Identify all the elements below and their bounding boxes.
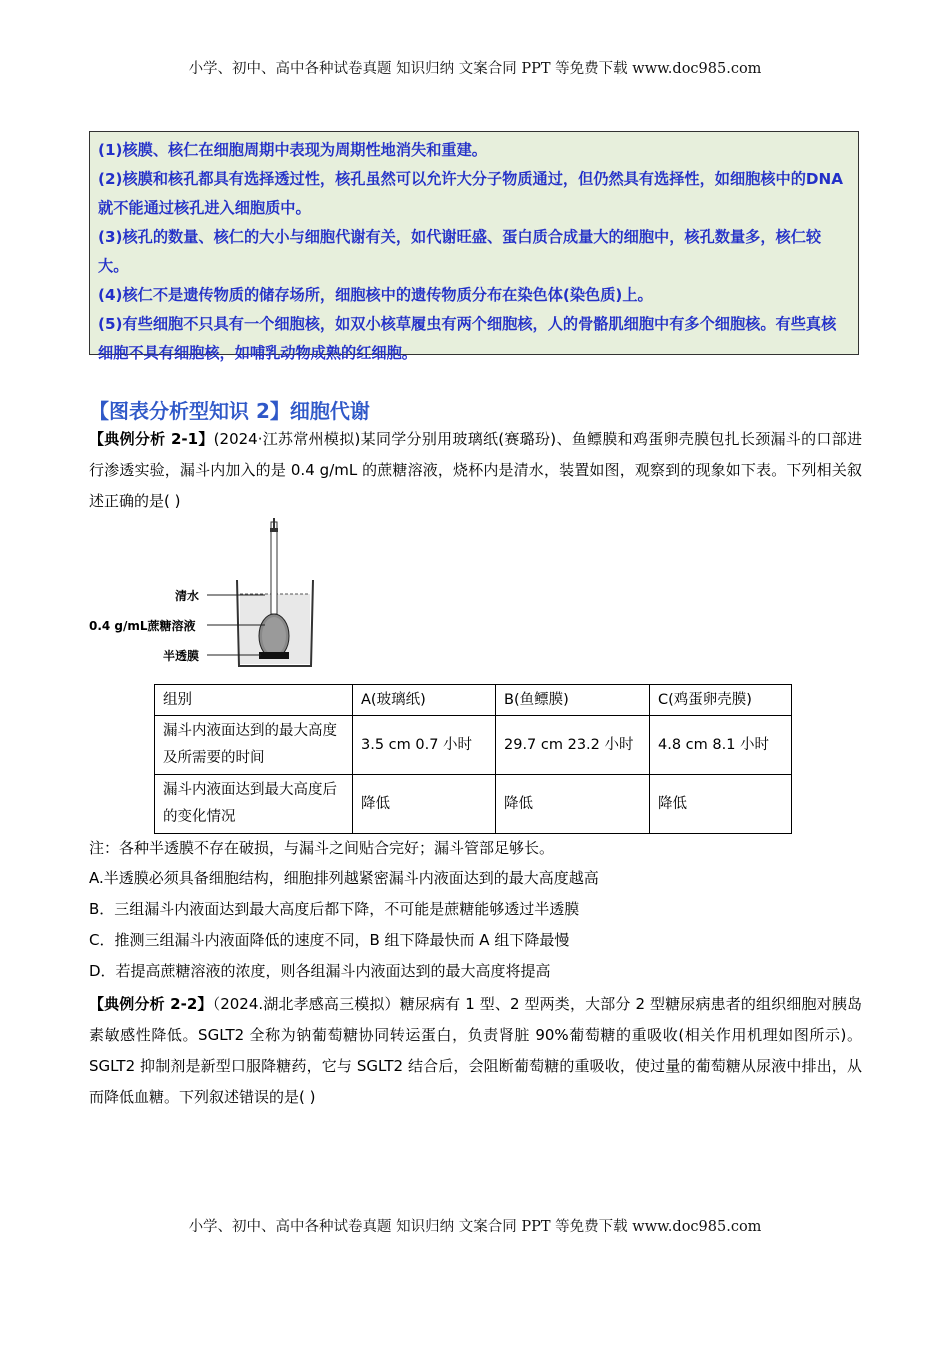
key-point-4: (4)核仁不是遗传物质的储存场所，细胞核中的遗传物质分布在染色体(染色质)上。 xyxy=(98,286,653,304)
sucrose-solution xyxy=(262,617,286,655)
table-cell: 3.5 cm 0.7 小时 xyxy=(353,716,496,775)
table-cell: 漏斗内液面达到最大高度后的变化情况 xyxy=(155,775,353,834)
key-points-box xyxy=(89,131,859,362)
table-cell: 降低 xyxy=(496,775,650,834)
funnel-tube xyxy=(271,522,277,614)
table-header-row xyxy=(155,685,792,716)
table-header-cell: A(玻璃纸) xyxy=(353,685,496,716)
table-cell: 29.7 cm 23.2 小时 xyxy=(496,716,650,775)
osmosis-apparatus-figure xyxy=(89,518,319,674)
question-2-1-text: (2024·江苏常州模拟)某同学分别用玻璃纸(赛璐玢)、鱼鳔膜和鸡蛋卵壳膜包扎长颈漏斗的口部进行渗透实验，漏斗内加入的是 0.4 g/mL 的蔗糖溶液，烧杯内是清水，装置如图，观察到的现象如下表。下列相关叙述正确的是( ) xyxy=(89,430,863,510)
question-2-2-label: 【典例分析 2-2】 xyxy=(89,995,213,1013)
option-d: D．若提高蔗糖溶液的浓度，则各组漏斗内液面达到的最大高度将提高 xyxy=(89,962,551,980)
table-header-cell: C(鸡蛋卵壳膜) xyxy=(650,685,792,716)
table-header-cell: B(鱼鳔膜) xyxy=(496,685,650,716)
key-point-1: (1)核膜、核仁在细胞周期中表现为周期性地消失和重建。 xyxy=(98,141,487,159)
table-row xyxy=(155,716,792,775)
table-header-cell: 组别 xyxy=(155,685,353,716)
table-cell: 4.8 cm 8.1 小时 xyxy=(650,716,792,775)
label-water: 清水 xyxy=(175,589,200,603)
tube-cap xyxy=(270,528,278,532)
option-c: C．推测三组漏斗内液面降低的速度不同，B 组下降最快而 A 组下降最慢 xyxy=(89,931,570,949)
option-b: B．三组漏斗内液面达到最大高度后都下降，不可能是蔗糖能够透过半透膜 xyxy=(89,900,580,918)
question-2-2-text: （2024.湖北孝感高三模拟）糖尿病有 1 型、2 型两类，大部分 2 型糖尿病患者的组织细胞对胰岛素敏感性降低。SGLT2 全称为钠葡萄糖协同转运蛋白，负责肾脏 90%葡萄糖的重吸收(相关作用机理如图所示)。SGLT2 抑制剂是新型口服降糖药，它与 SGLT2 结合后，会阻断葡萄糖的重吸收，使过量的葡萄糖从尿液中排出，从而降低血糖。下列叙述错误的是( ) xyxy=(89,995,862,1106)
question-2-1 xyxy=(89,424,862,517)
table-cell: 降低 xyxy=(650,775,792,834)
label-sucrose-solution: 0.4 g/mL蔗糖溶液 xyxy=(89,619,196,633)
table-cell: 漏斗内液面达到的最大高度及所需要的时间 xyxy=(155,716,353,775)
label-semipermeable-membrane: 半透膜 xyxy=(163,649,200,663)
page-footer: 小学、初中、高中各种试卷真题 知识归纳 文案合同 PPT 等免费下载 www.doc985.com xyxy=(188,1219,762,1235)
table-cell: 降低 xyxy=(353,775,496,834)
question-2-2 xyxy=(89,989,862,1113)
key-point-2: (2)核膜和核孔都具有选择透过性，核孔虽然可以允许大分子物质通过，但仍然具有选择性，如细胞核中的DNA就不能通过核孔进入细胞质中。 xyxy=(98,170,843,217)
semipermeable-membrane xyxy=(259,652,289,659)
option-a: A.半透膜必须具备细胞结构，细胞排列越紧密漏斗内液面达到的最大高度越高 xyxy=(89,869,599,887)
table-note: 注：各种半透膜不存在破损，与漏斗之间贴合完好；漏斗管部足够长。 xyxy=(89,839,555,857)
question-2-1-label: 【典例分析 2-1】 xyxy=(89,430,214,448)
key-point-3: (3)核孔的数量、核仁的大小与细胞代谢有关，如代谢旺盛、蛋白质合成量大的细胞中，核孔数量多，核仁较大。 xyxy=(98,228,822,275)
osmosis-apparatus-diagram xyxy=(89,518,319,674)
table-row xyxy=(155,775,792,834)
results-table xyxy=(154,684,792,834)
key-point-5: (5)有些细胞不只具有一个细胞核，如双小核草履虫有两个细胞核，人的骨骼肌细胞中有多个细胞核。有些真核细胞不具有细胞核，如哺乳动物成熟的红细胞。 xyxy=(98,315,837,362)
page-header: 小学、初中、高中各种试卷真题 知识归纳 文案合同 PPT 等免费下载 www.doc985.com xyxy=(188,61,762,77)
section-title: 【图表分析型知识 2】细胞代谢 xyxy=(89,399,370,423)
